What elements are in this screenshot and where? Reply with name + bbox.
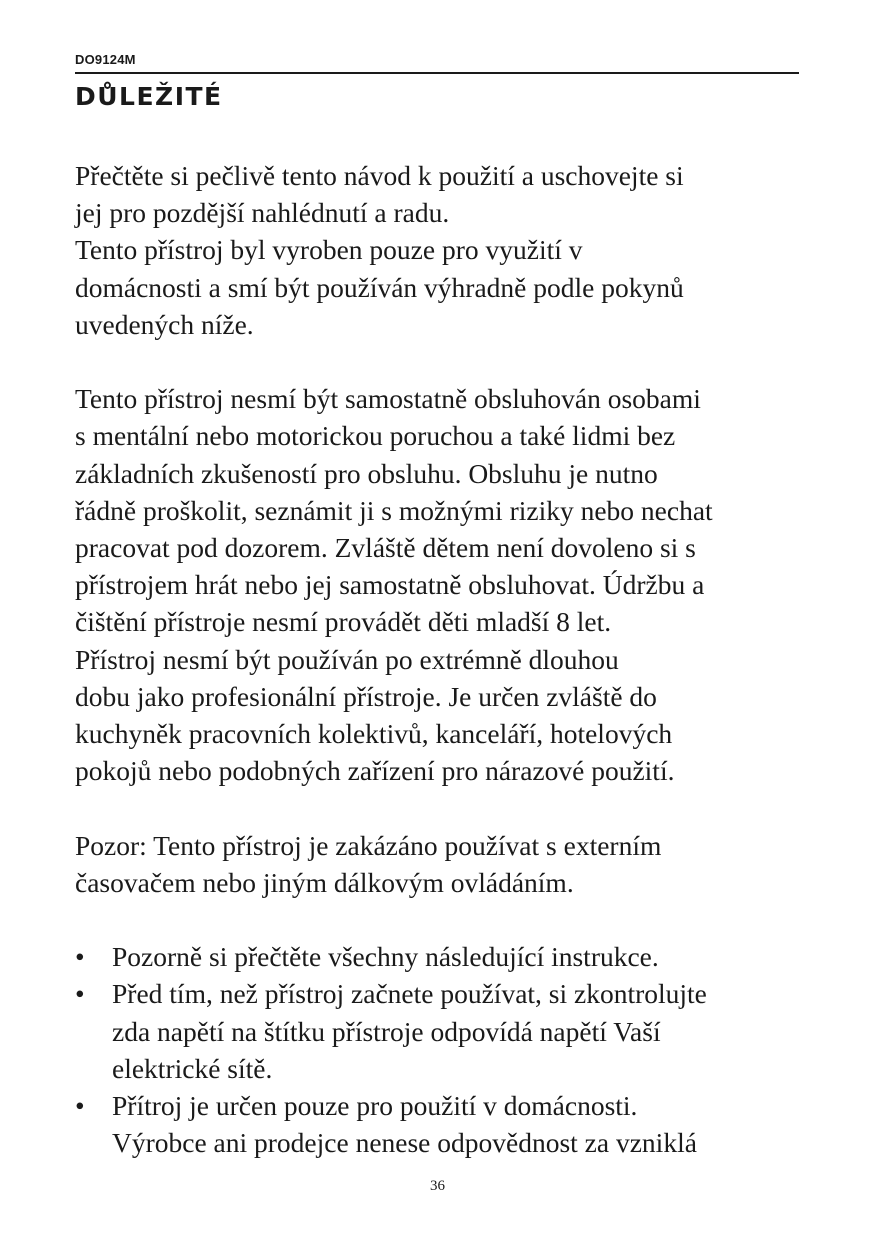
text-line: Výrobce ani prodejce nenese odpovědnost za vzniklá xyxy=(112,1127,697,1159)
manual-text xyxy=(75,157,810,1161)
text-line: základních zkušeností pro obsluhu. Obsluhu je nutno xyxy=(75,457,658,489)
bullet-icon: • xyxy=(75,1090,85,1122)
text-line: Přítroj je určen pouze pro použití v domácnosti. xyxy=(112,1090,638,1122)
list-item xyxy=(75,975,810,1087)
page-number: 36 xyxy=(430,1178,445,1194)
text-line: Přečtěte si pečlivě tento návod k použití a uschovejte si xyxy=(75,160,684,191)
instruction-list xyxy=(75,938,810,1161)
text-line: pracovat pod dozorem. Zvláště dětem není dovoleno si s xyxy=(75,532,696,564)
text-line: čištění přístroje nesmí provádět děti mladší 8 let. xyxy=(75,606,612,638)
text-line: Pozorně si přečtěte všechny následující instrukce. xyxy=(112,941,659,973)
list-item xyxy=(75,1087,810,1161)
text-line: uvedených níže. xyxy=(75,308,254,340)
text-line: časovačem nebo jiným dálkovým ovládáním. xyxy=(75,866,574,898)
text-line: zda napětí na štítku přístroje odpovídá napětí Vaší xyxy=(112,1015,661,1047)
page-title: DŮLEŽITÉ xyxy=(75,82,223,111)
paragraph-gap xyxy=(75,789,810,826)
text-line: Před tím, než přístroj začnete používat, si zkontrolujte xyxy=(112,978,707,1010)
paragraph-gap xyxy=(75,901,810,938)
text-line: řádně proškolit, seznámit ji s možnými riziky nebo nechat xyxy=(75,494,713,526)
list-item xyxy=(75,938,810,975)
text-line: pokojů nebo podobných zařízení pro nárazové použití. xyxy=(75,755,675,787)
header-divider xyxy=(75,72,799,74)
paragraph-gap xyxy=(75,343,810,380)
paragraph-safety xyxy=(75,380,810,789)
text-line: s mentální nebo motorickou poruchou a také lidmi bez xyxy=(75,420,676,452)
paragraph-warning xyxy=(75,827,810,901)
bullet-icon: • xyxy=(75,941,85,973)
text-line: Pozor: Tento přístroj je zakázáno používat s externím xyxy=(75,829,662,861)
text-line: dobu jako profesionální přístroje. Je určen zvláště do xyxy=(75,680,657,712)
text-line: Tento přístroj nesmí být samostatně obsluhován osobami xyxy=(75,383,701,415)
text-line: Přístroj nesmí být používán po extrémně dlouhou xyxy=(75,643,619,675)
text-line: Tento přístroj byl vyroben pouze pro využití v xyxy=(75,234,583,266)
text-line: jej pro pozdější nahlédnutí a radu. xyxy=(75,197,450,229)
text-line: přístrojem hrát nebo jej samostatně obsluhovat. Údržbu a xyxy=(75,569,705,601)
text-line: elektrické sítě. xyxy=(112,1052,273,1084)
paragraph-intro xyxy=(75,157,810,343)
bullet-icon: • xyxy=(75,978,85,1010)
text-line: domácnosti a smí být používán výhradně podle pokynů xyxy=(75,271,684,303)
model-code: DO9124M xyxy=(75,52,136,67)
text-line: kuchyněk pracovních kolektivů, kanceláří, hotelových xyxy=(75,718,673,750)
